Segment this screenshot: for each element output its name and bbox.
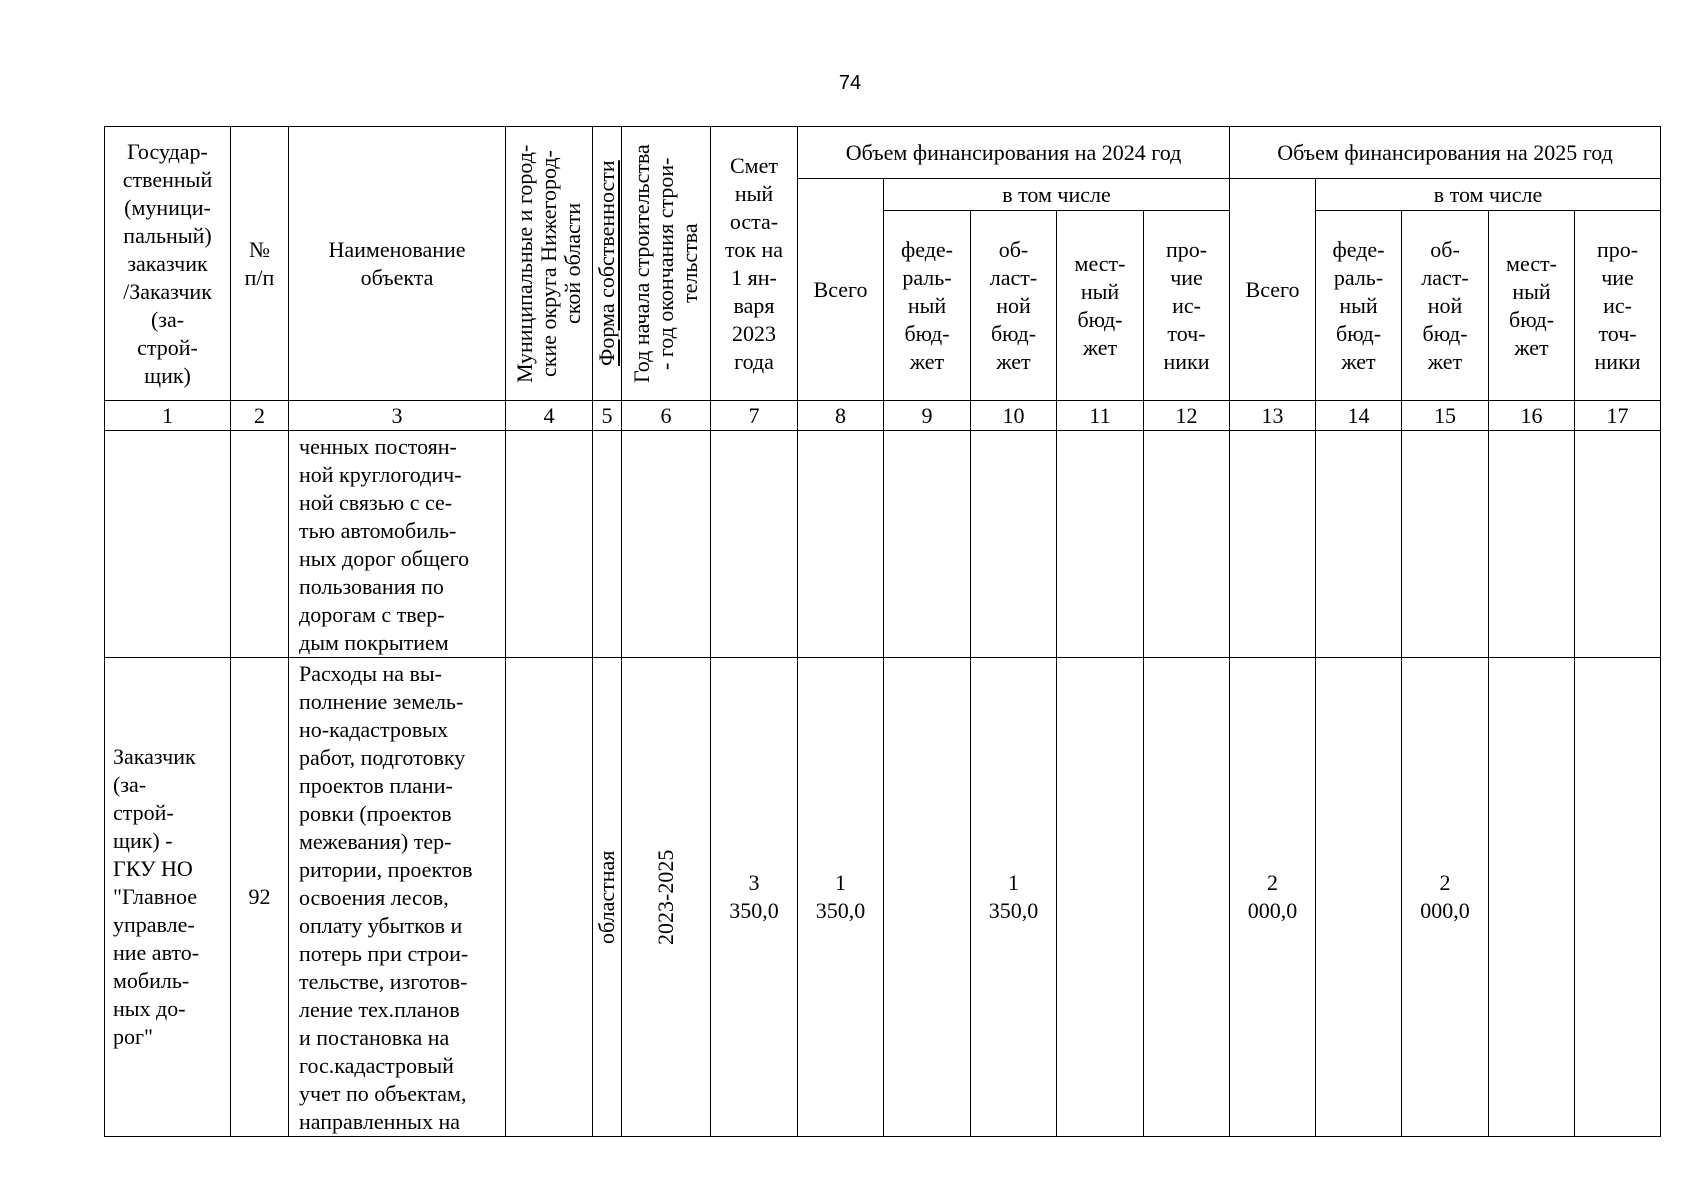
header-regional-2025: об- ласт- ной бюд- жет [1402,211,1489,401]
header-including-2024: в том числе [884,179,1230,211]
column-number: 7 [711,401,798,431]
cell-total-2025 [1230,431,1316,658]
cell-total-2024 [798,431,884,658]
column-number: 4 [506,401,593,431]
cell-ownership: областная [593,658,622,1137]
column-number: 11 [1057,401,1144,431]
cell-regional-2025 [1402,431,1489,658]
header-federal-2025: феде- раль- ный бюд- жет [1316,211,1402,401]
header-customer: Государ- ственный (муници- пальный) заказчик /Заказчик (за- строй- щик) [105,127,231,401]
table-row [105,431,1661,658]
cell-object-name: Расходы на вы- полнение земель- но-кадастровых работ, подготовку проектов плани- ровки (проектов межевания) тер- ритории, проектов освоения лесов, оплату убытков и потерь при строи- тельстве, изготов- ление тех.планов и постановка на гос.кадастровый учет по объектам, направленных на [289,658,506,1137]
cell-years [622,431,711,658]
cell-local-2025 [1489,431,1575,658]
cell-municipality [506,431,593,658]
cell-local-2025 [1489,658,1575,1137]
cell-regional-2025: 2 000,0 [1402,658,1489,1137]
cell-number: 92 [231,658,289,1137]
column-number: 12 [1144,401,1230,431]
cell-municipality [506,658,593,1137]
header-object-name: Наименование объекта [289,127,506,401]
column-number: 15 [1402,401,1489,431]
column-numbers-row [105,401,1661,431]
header-federal-2024: феде- раль- ный бюд- жет [884,211,971,401]
cell-object-name: ченных постоян- ной круглогодич- ной связью с се- тью автомобиль- ных дорог общего пользования по дорогам с твер- дым покрытием [289,431,506,658]
column-number: 10 [971,401,1057,431]
header-regional-2024: об- ласт- ной бюд- жет [971,211,1057,401]
cell-federal-2025 [1316,658,1402,1137]
cell-regional-2024 [971,431,1057,658]
header-number: № п/п [231,127,289,401]
column-number: 3 [289,401,506,431]
table-row [105,658,1661,1137]
column-number: 16 [1489,401,1575,431]
cell-ownership [593,431,622,658]
cell-federal-2024 [884,431,971,658]
header-total-2024: Всего [798,179,884,401]
cell-balance [711,431,798,658]
cell-balance: 3 350,0 [711,658,798,1137]
header-including-2025: в том числе [1316,179,1661,211]
cell-federal-2024 [884,658,971,1137]
cell-federal-2025 [1316,431,1402,658]
header-local-2024: мест- ный бюд- жет [1057,211,1144,401]
header-total-2025: Всего [1230,179,1316,401]
header-group-2024: Объем финансирования на 2024 год [798,127,1230,179]
header-municipality: Муниципальные и город- ские округа Нижегород- ской области [506,127,593,401]
cell-number [231,431,289,658]
column-number: 8 [798,401,884,431]
column-number: 14 [1316,401,1402,431]
column-number: 13 [1230,401,1316,431]
column-number: 17 [1575,401,1661,431]
column-number: 9 [884,401,971,431]
cell-other-2024 [1144,658,1230,1137]
cell-other-2025 [1575,658,1661,1137]
column-number: 2 [231,401,289,431]
cell-other-2024 [1144,431,1230,658]
cell-years: 2023-2025 [622,658,711,1137]
cell-total-2024: 1 350,0 [798,658,884,1137]
cell-regional-2024: 1 350,0 [971,658,1057,1137]
column-number: 6 [622,401,711,431]
header-estimate-balance: Смет ный оста- ток на 1 ян- варя 2023 года [711,127,798,401]
column-number: 1 [105,401,231,431]
header-local-2025: мест- ный бюд- жет [1489,211,1575,401]
header-ownership: Форма собственности [593,127,622,401]
header-years: Год начала строительства - год окончания строи- тельства [622,127,711,401]
cell-other-2025 [1575,431,1661,658]
column-number: 5 [593,401,622,431]
page-number: 74 [838,72,862,94]
financing-table [104,126,1650,1134]
cell-total-2025: 2 000,0 [1230,658,1316,1137]
header-other-2024: про- чие ис- точ- ники [1144,211,1230,401]
cell-local-2024 [1057,431,1144,658]
header-other-2025: про- чие ис- точ- ники [1575,211,1661,401]
cell-local-2024 [1057,658,1144,1137]
header-group-2025: Объем финансирования на 2025 год [1230,127,1661,179]
cell-customer [105,431,231,658]
cell-customer: Заказчик (за- строй- щик) - ГКУ НО "Главное управле- ние авто- мобиль- ных до- рог" [105,658,231,1137]
